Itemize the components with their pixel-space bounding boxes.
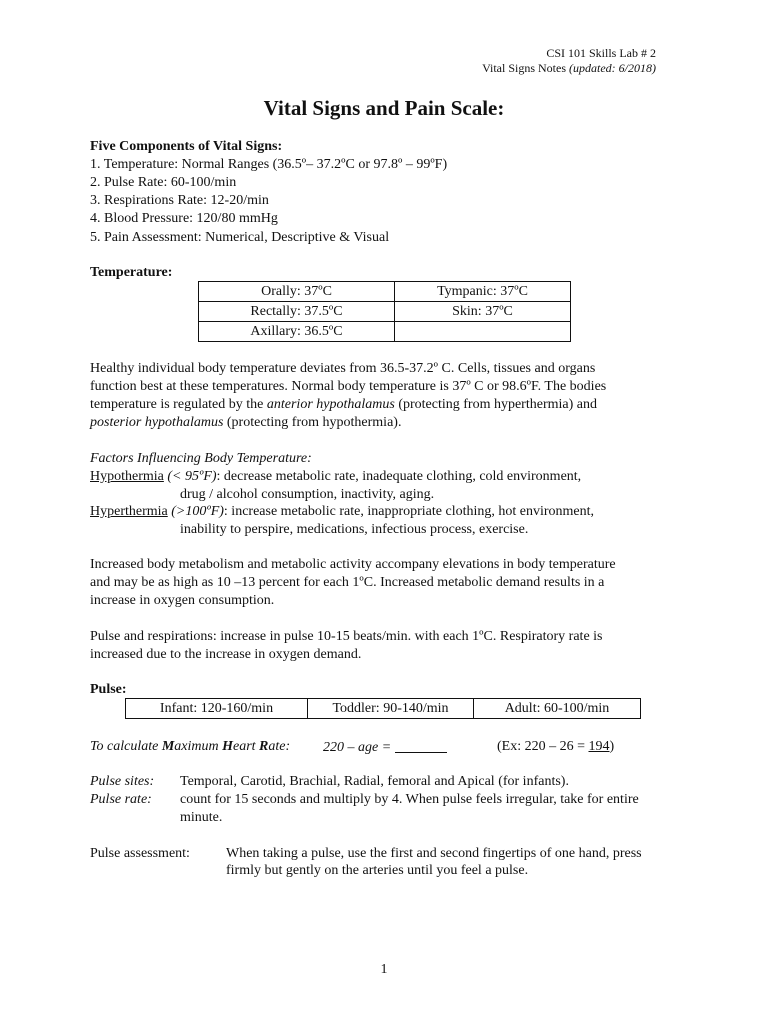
notes-label (482, 61, 656, 76)
text-run: Pulse sites (90, 774, 150, 789)
posterior-hypothalamus-term: posterior hypothalamus (90, 415, 224, 430)
text-run: aximum (174, 739, 223, 754)
pulse-table (125, 698, 641, 719)
temperature-paragraph-line: Healthy individual body temperature deviates from 36.5-37.2º C. Cells, tissues and organs (90, 361, 596, 376)
notes-title: Vital Signs Notes (482, 61, 567, 75)
table-row (126, 699, 641, 719)
pulse-assessment-label: Pulse assessment: (90, 846, 190, 861)
factors-heading: Factors Influencing Body Temperature: (90, 451, 312, 466)
table-cell: Skin: 37ºC (395, 302, 571, 322)
text-run: 220 – age = (323, 740, 395, 755)
table-cell: Rectally: 37.5ºC (199, 302, 395, 322)
page-number: 1 (380, 962, 388, 977)
pulse-heading: Pulse: (90, 682, 127, 697)
table-cell (395, 322, 571, 342)
pulse-assessment-text-2: firmly but gently on the arteries until you feel a pulse. (226, 863, 529, 878)
hypothermia-line-2: drug / alcohol consumption, inactivity, aging. (180, 487, 435, 502)
respiration-line: Pulse and respirations: increase in pulse 10-15 beats/min. with each 1ºC. Respiratory rate is (90, 629, 603, 644)
temperature-paragraph-line: function best at these temperatures. Normal body temperature is 37º C or 98.6ºF. The bodies (90, 379, 607, 394)
text-run: Pulse rate (90, 792, 148, 807)
table-row (199, 302, 571, 322)
hypothermia-term: Hypothermia (90, 469, 164, 484)
hypothermia-line (90, 468, 581, 486)
table-cell: Toddler: 90-140/min (308, 699, 474, 719)
pulse-assessment-text: When taking a pulse, use the first and second fingertips of one hand, press (226, 846, 642, 861)
text-run: : decrease metabolic rate, inadequate clothing, cold environment, (216, 469, 582, 484)
component-item: 3. Respirations Rate: 12-20/min (90, 193, 269, 208)
text-run: R (259, 739, 269, 754)
pulse-sites-text: Temporal, Carotid, Brachial, Radial, femoral and Apical (for infants). (180, 774, 569, 789)
table-cell: Adult: 60-100/min (474, 699, 641, 719)
text-run: : increase metabolic rate, inappropriate clothing, hot environment, (223, 504, 595, 519)
table-cell: Tympanic: 37ºC (395, 282, 571, 302)
hyperthermia-line-2: inability to perspire, medications, infectious process, exercise. (180, 522, 529, 537)
metabolism-line: Increased body metabolism and metabolic activity accompany elevations in body temperature (90, 557, 616, 572)
pulse-rate-text-2: minute. (180, 810, 223, 825)
table-cell: Infant: 120-160/min (126, 699, 308, 719)
text-run: ate: (268, 739, 291, 754)
course-label: CSI 101 Skills Lab # 2 (546, 46, 656, 60)
metabolism-line: increase in oxygen consumption. (90, 593, 275, 608)
respiration-line: increased due to the increase in oxygen demand. (90, 647, 362, 662)
temperature-paragraph-line (90, 396, 597, 414)
table-cell: Orally: 37ºC (199, 282, 395, 302)
temperature-heading: Temperature: (90, 265, 173, 280)
text-run: To calculate (90, 739, 162, 754)
hyperthermia-line (90, 503, 594, 521)
pulse-rate-text: count for 15 seconds and multiply by 4. When pulse feels irregular, take for entire (180, 792, 639, 807)
hyperthermia-range: (>100ºF) (167, 504, 224, 519)
updated-note: (updated: 6/2018) (569, 61, 656, 75)
table-row (199, 282, 571, 302)
document-header (482, 46, 656, 76)
anterior-hypothalamus-term: anterior hypothalamus (266, 397, 395, 412)
answer-blank (395, 738, 447, 753)
text-run: (protecting from hyperthermia) and (394, 397, 597, 412)
pulse-sites-label: Pulse sites: (90, 774, 155, 789)
example-answer: 194 (588, 739, 610, 754)
text-run: eart (232, 739, 260, 754)
hyperthermia-term: Hyperthermia (90, 504, 168, 519)
temperature-table (198, 281, 571, 342)
pulse-rate-label: Pulse rate: (90, 792, 152, 807)
text-run: M (161, 739, 175, 754)
max-heart-rate-example (497, 738, 614, 756)
text-run: ) (609, 739, 615, 754)
component-item: 2. Pulse Rate: 60-100/min (90, 175, 237, 190)
hypothermia-range: (< 95ºF) (163, 469, 217, 484)
max-heart-rate-line (90, 738, 290, 756)
text-run: (protecting from hypothermia). (223, 415, 402, 430)
text-run: (Ex: 220 – 26 = (497, 739, 589, 754)
page-title: Vital Signs and Pain Scale: (263, 96, 505, 120)
component-item: 4. Blood Pressure: 120/80 mmHg (90, 211, 278, 226)
component-item: 1. Temperature: Normal Ranges (36.5º– 37.2ºC or 97.8º – 99ºF) (90, 157, 448, 172)
temperature-paragraph-line (90, 414, 401, 432)
text-run: temperature is regulated by the (90, 397, 267, 412)
max-heart-rate-formula (323, 738, 447, 757)
metabolism-line: and may be as high as 10 –13 percent for each 1ºC. Increased metabolic demand results in a (90, 575, 605, 590)
components-heading: Five Components of Vital Signs: (90, 139, 283, 154)
text-run: H (222, 739, 233, 754)
table-row (199, 322, 571, 342)
table-cell: Axillary: 36.5ºC (199, 322, 395, 342)
component-item: 5. Pain Assessment: Numerical, Descriptive & Visual (90, 230, 390, 245)
